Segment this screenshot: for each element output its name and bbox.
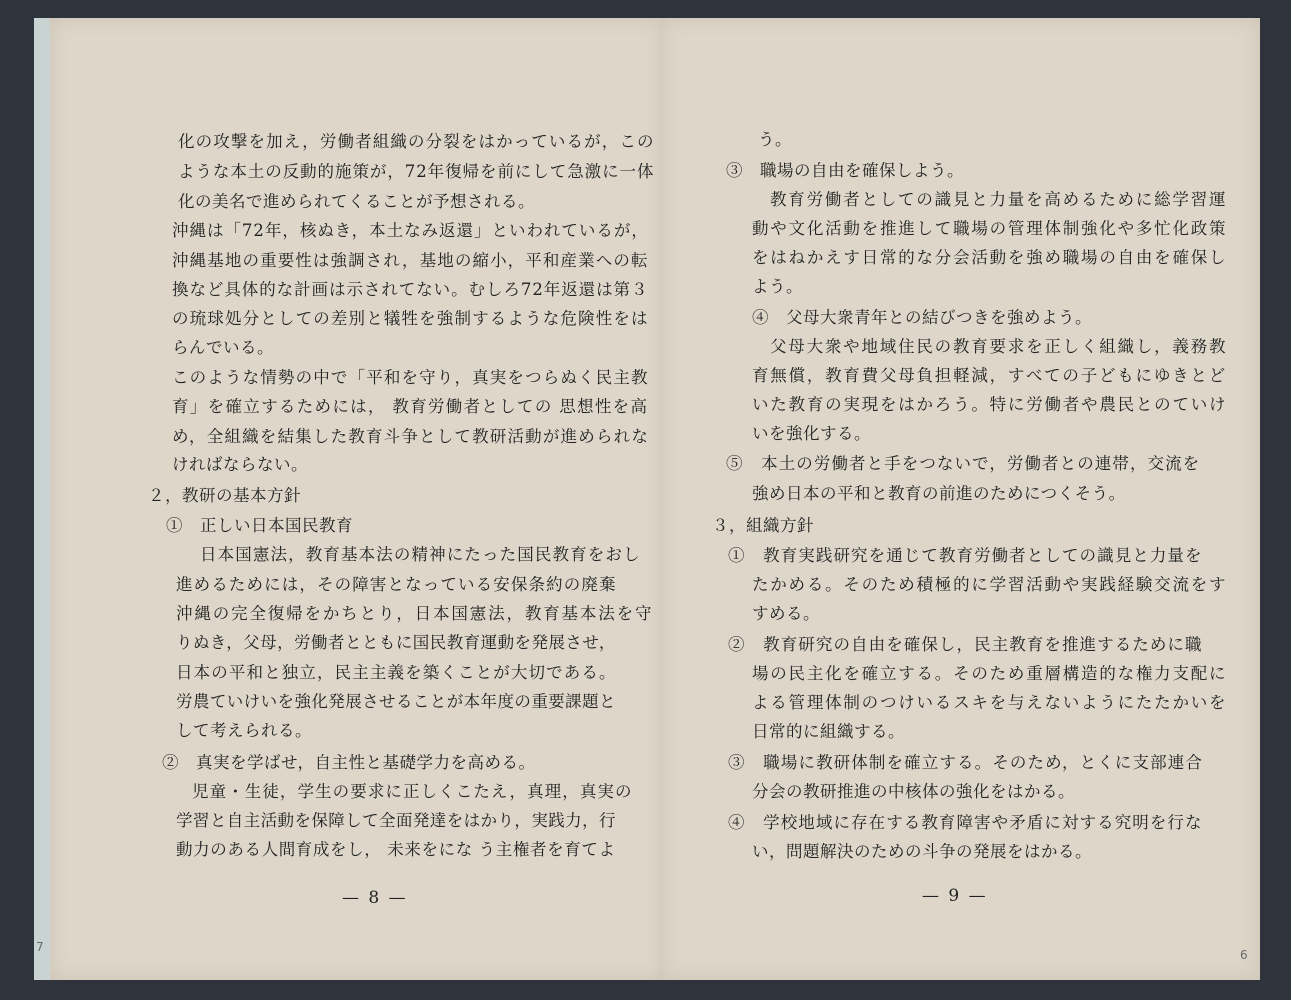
left-page-line-1: 化の攻撃を加え，労働者組織の分裂をはかっているが，この — [178, 132, 655, 151]
right-page-line-4: 動や文化活動を推進して職場の管理体制強化や多忙化政策 — [752, 219, 1228, 238]
page-number-8: — 8 — — [342, 888, 408, 908]
left-corner-mark: 7 — [36, 940, 44, 954]
left-page-line-9: このような情勢の中で「平和を守り，真実をつらぬく民主教 — [172, 368, 649, 387]
left-page-line-20: 労農ていけいを強化発展させることが本年度の重要課題と — [176, 692, 616, 711]
left-page-line-24: 学習と自主活動を保障して全面発達をはかり，実践力，行 — [176, 811, 616, 830]
left-page — [34, 18, 664, 980]
left-page-line-10: 育」を確立するためには， 教育労働者としての 思想性を高 — [172, 397, 649, 416]
right-page-line-14: ３，組織方針 — [712, 516, 814, 535]
left-page-line-8: らんでいる。 — [172, 338, 274, 357]
right-page-line-23: 分会の教研推進の中核体の強化をはかる。 — [752, 782, 1075, 801]
right-page-line-7: ④ 父母大衆青年との結びつきを強めよう。 — [752, 308, 1092, 327]
left-page-line-23: 児童・生徒，学生の要求に正しくこたえ，真理，真実の — [192, 782, 633, 801]
right-page-line-16: たかめる。そのため積極的に学習活動や実践経験交流をす — [752, 575, 1228, 594]
left-page-line-22: ② 真実を学ばせ，自主性と基礎学力を高める。 — [162, 753, 536, 772]
right-page-line-21: 日常的に組織する。 — [752, 722, 905, 741]
right-page — [660, 18, 1260, 980]
left-page-line-11: め，全組織を結集した教育斗争として教研活動が進められな — [172, 427, 650, 446]
left-page-line-12: ければならない。 — [172, 455, 308, 474]
right-page-line-3: 教育労働者としての識見と力量を高めるために総学習運 — [770, 190, 1228, 209]
right-page-line-25: い，問題解決のための斗争の発展をはかる。 — [752, 842, 1092, 861]
left-page-line-14: ① 正しい日本国民教育 — [166, 516, 353, 535]
right-page-line-17: すめる。 — [752, 604, 820, 623]
left-page-line-25: 動力のある人間育成をし， 未来をにな う主権者を育てよ — [176, 840, 616, 859]
right-page-line-2: ③ 職場の自由を確保しよう。 — [726, 161, 964, 180]
right-page-line-12: ⑤ 本土の労働者と手をつないで，労働者との連帯，交流を — [726, 454, 1201, 473]
right-page-line-1: う。 — [758, 130, 792, 149]
right-corner-mark: 6 — [1240, 948, 1248, 962]
right-page-line-15: ① 教育実践研究を通じて教育労働者としての識見と力量を — [728, 546, 1203, 565]
left-page-line-4: 沖縄は「72年，核ぬき，本土なみ返還」といわれているが， — [172, 221, 649, 240]
right-page-line-8: 父母大衆や地域住民の教育要求を正しく組織し，義務教 — [770, 337, 1228, 356]
right-page-line-5: をはねかえす日常的な分会活動を強め職場の自由を確保し — [752, 248, 1228, 267]
left-page-line-17: 沖縄の完全復帰をかちとり，日本国憲法，教育基本法を守 — [176, 604, 654, 623]
open-booklet — [34, 18, 1266, 980]
left-page-line-16: 進めるためには，その障害となっている安保条約の廃棄 — [176, 575, 617, 594]
right-page-line-22: ③ 職場に教研体制を確立する。そのため，とくに支部連合 — [728, 753, 1203, 772]
right-page-line-18: ② 教育研究の自由を確保し，民主教育を推進するために職 — [728, 635, 1203, 654]
left-page-line-5: 沖縄基地の重要性は強調され，基地の縮小，平和産業への転 — [172, 251, 649, 270]
right-page-line-19: 場の民主化を確立する。そのため重層構造的な権力支配に — [752, 664, 1228, 683]
left-page-line-3: 化の美名で進められてくることが予想される。 — [178, 192, 535, 211]
left-page-line-7: の琉球処分としての差別と犠牲を強制するような危険性をは — [172, 309, 649, 328]
right-page-line-6: よう。 — [752, 277, 803, 296]
left-page-line-21: して考えられる。 — [176, 721, 312, 740]
left-page-line-18: りぬき，父母，労働者とともに国民教育運動を発展させ， — [176, 633, 616, 652]
right-page-line-20: よる管理体制のつけいるスキを与えないようにたたかいを — [752, 693, 1228, 712]
left-page-line-2: ような本土の反動的施策が，72年復帰を前にして急激に一体 — [178, 162, 655, 181]
right-page-line-24: ④ 学校地域に存在する教育障害や矛盾に対する究明を行な — [728, 813, 1203, 832]
right-page-line-10: いた教育の実現をはかろう。特に労働者や農民とのていけ — [752, 395, 1228, 414]
left-page-line-6: 換など具体的な計画は示されてない。むしろ72年返還は第３ — [172, 280, 649, 299]
left-page-line-13: ２，教研の基本方針 — [148, 486, 301, 505]
page-number-9: — 9 — — [922, 886, 988, 906]
left-page-line-19: 日本の平和と独立，民主主義を築くことが大切である。 — [176, 663, 617, 682]
left-page-line-15: 日本国憲法，教育基本法の精神にたった国民教育をおし — [200, 545, 641, 564]
right-page-line-11: いを強化する。 — [752, 424, 871, 443]
right-page-line-13: 強め日本の平和と教育の前進のためにつくそう。 — [752, 484, 1126, 503]
right-page-line-9: 育無償，教育費父母負担軽減，すべての子どもにゆきとど — [752, 366, 1227, 385]
